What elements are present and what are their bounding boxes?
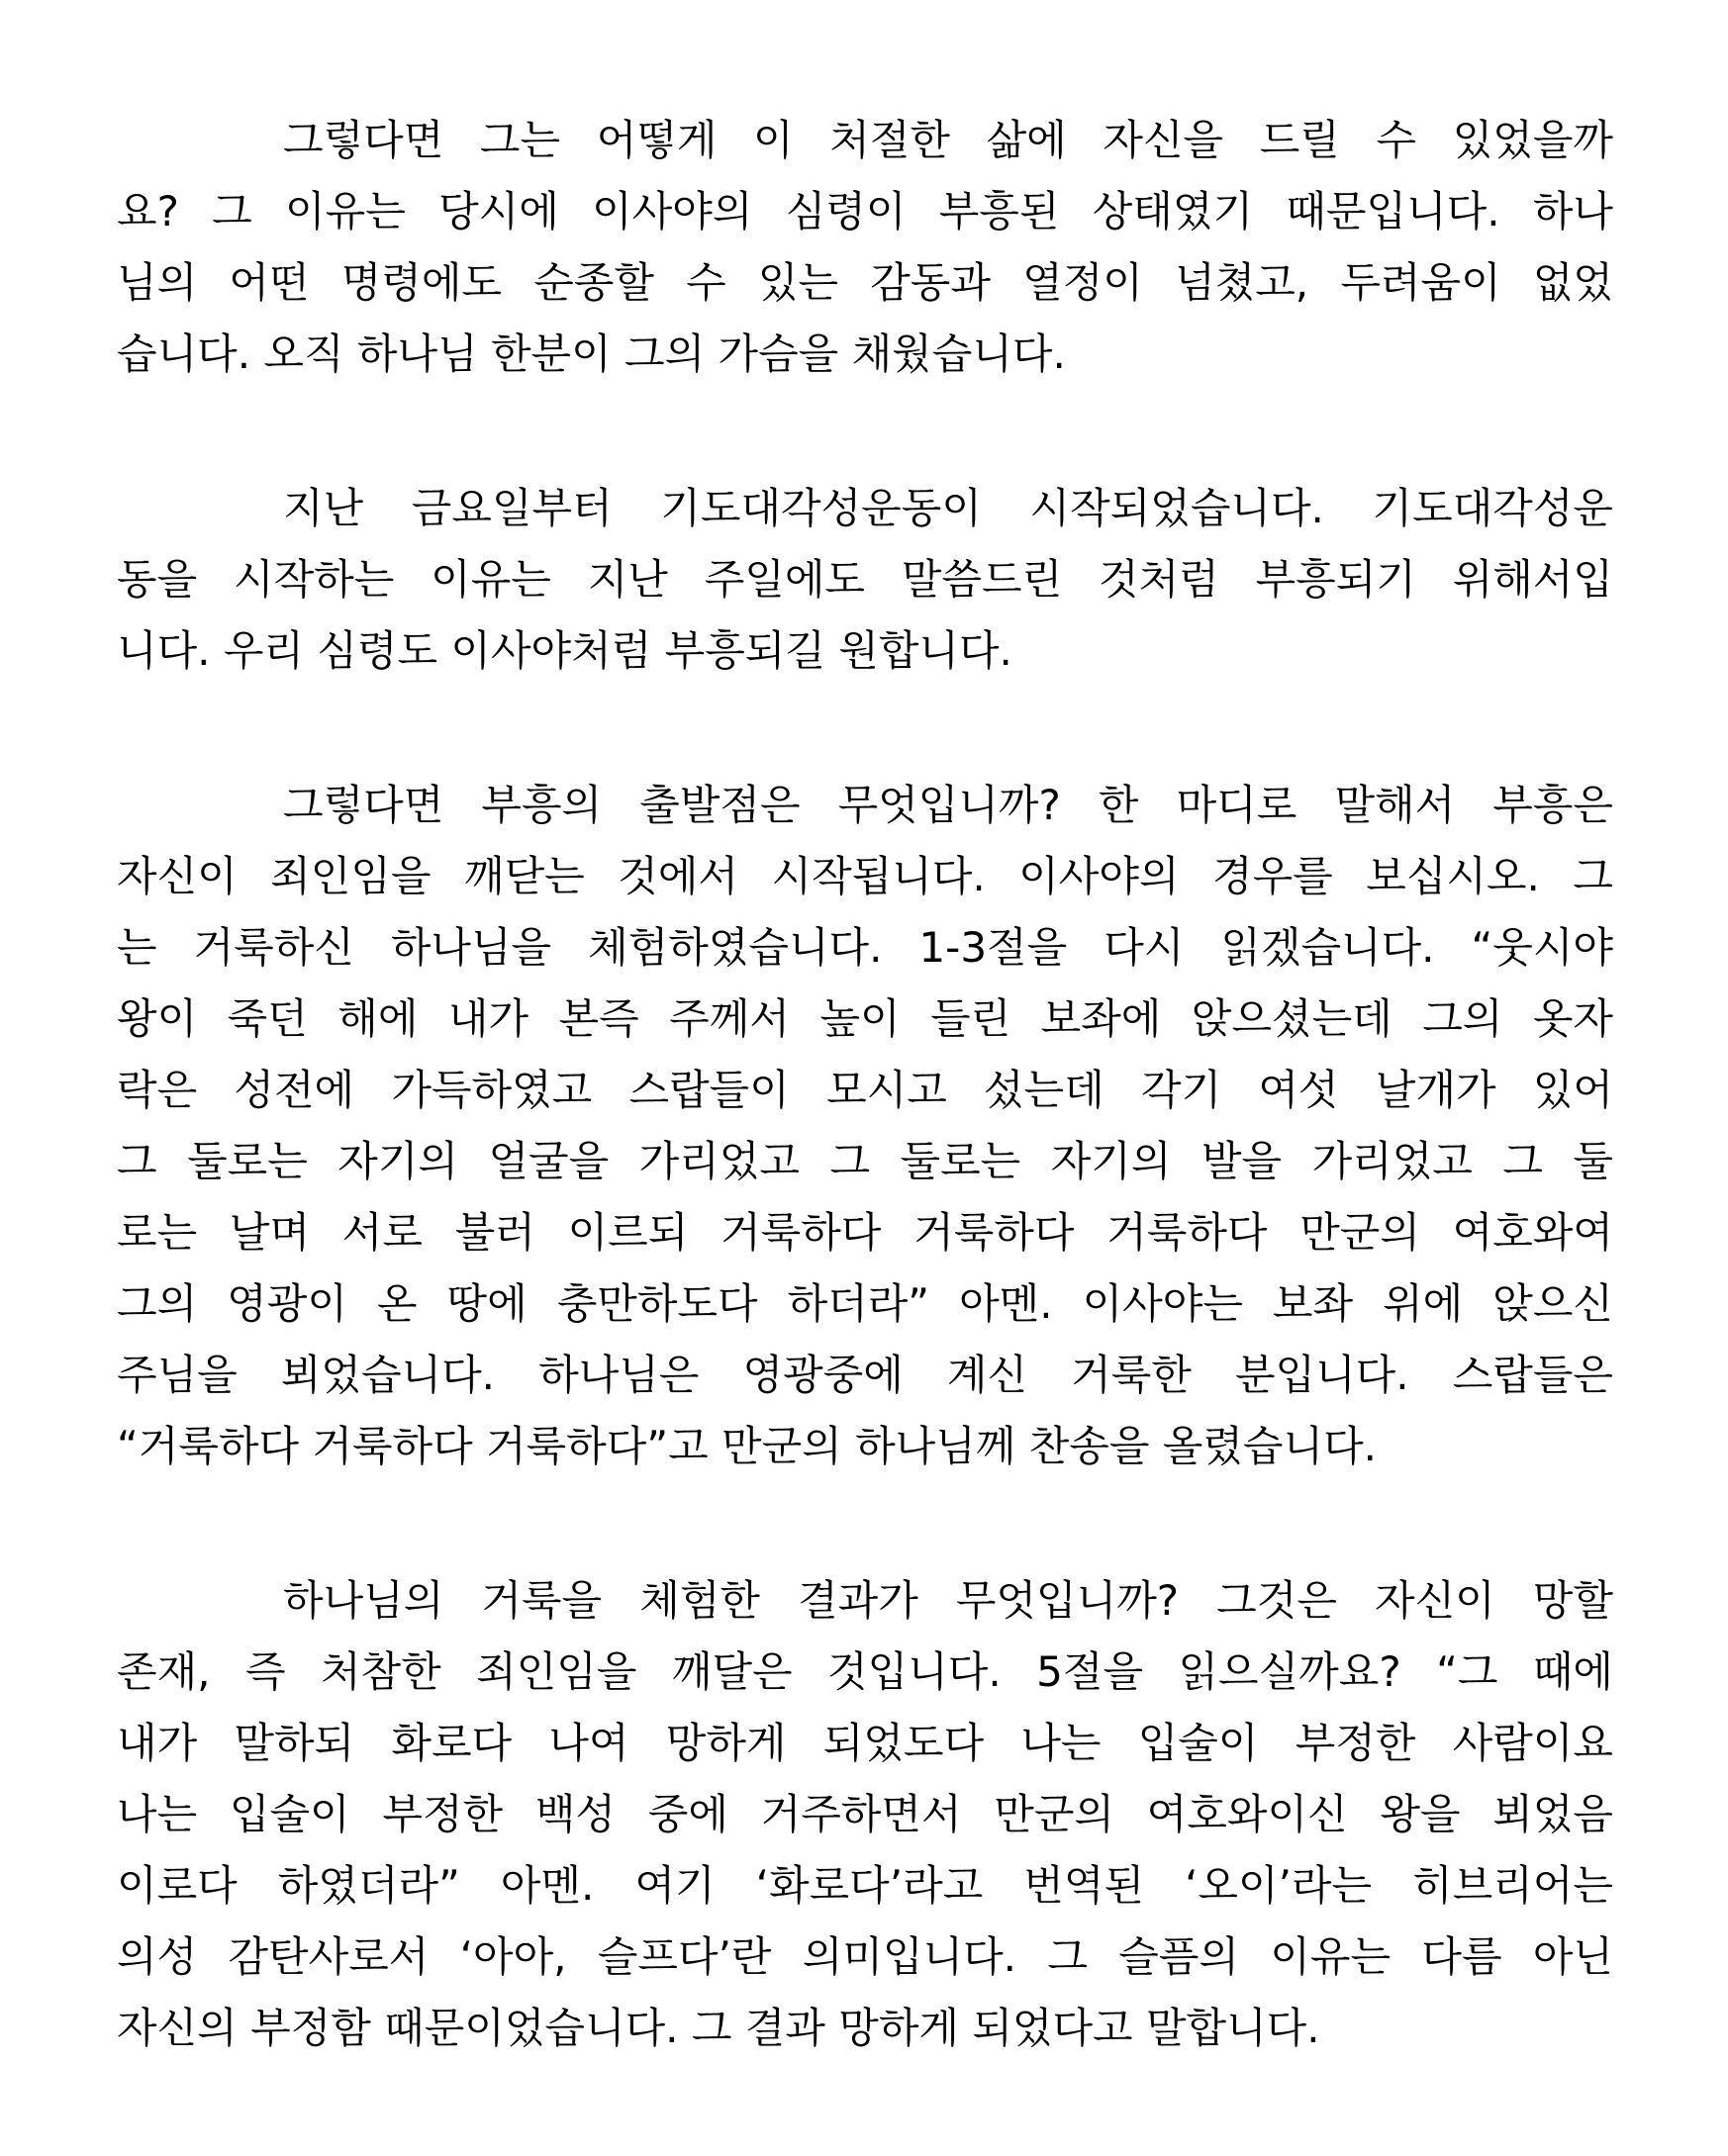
text-line: 그의 영광이 온 땅에 충만하도다 하더라” 아멘. 이사야는 보좌 위에 앉으신 (117, 1279, 1613, 1328)
text-line: 습니다. 오직 하나님 한분이 그의 가슴을 채웠습니다. (117, 329, 1066, 378)
text-line: 그렇다면 부흥의 출발점은 무엇입니까? 한 마디로 말해서 부흥은 (283, 781, 1613, 829)
text-line: “거룩하다 거룩하다 거룩하다”고 만군의 하나님께 찬송을 올렸습니다. (117, 1422, 1377, 1470)
text-line: 그 둘로는 자기의 얼굴을 가리었고 그 둘로는 자기의 발을 가리었고 그 둘 (117, 1137, 1613, 1185)
paragraph-3 (117, 770, 1613, 1482)
text-line: 하나님의 거룩을 체험한 결과가 무엇입니까? 그것은 자신이 망할 (283, 1576, 1613, 1625)
text-line: 왕이 죽던 해에 내가 본즉 주께서 높이 들린 보좌에 앉으셨는데 그의 옷자 (117, 994, 1613, 1043)
text-line: 자신이 죄인임을 깨닫는 것에서 시작됩니다. 이사야의 경우를 보십시오. 그 (117, 852, 1613, 900)
text-line: 주님을 뵈었습니다. 하나님은 영광중에 계신 거룩한 분입니다. 스랍들은 (117, 1351, 1613, 1399)
text-line: 지난 금요일부터 기도대각성운동이 시작되었습니다. 기도대각성운 (283, 484, 1613, 532)
text-line: 그렇다면 그는 어떻게 이 처절한 삶에 자신을 드릴 수 있었을까 (283, 116, 1613, 164)
text-line: 락은 성전에 가득하였고 스랍들이 모시고 섰는데 각기 여섯 날개가 있어 (117, 1066, 1613, 1114)
text-line: 내가 말하되 화로다 나여 망하게 되었도다 나는 입술이 부정한 사람이요 (117, 1719, 1613, 1767)
paragraph-4 (117, 1565, 1613, 2064)
text-line: 의성 감탄사로서 ‘아아, 슬프다’란 의미입니다. 그 슬픔의 이유는 다름 아닌 (117, 1932, 1613, 1981)
text-line: 동을 시작하는 이유는 지난 주일에도 말씀드린 것처럼 부흥되기 위해서입 (117, 555, 1613, 604)
text-line: 이로다 하였더라” 아멘. 여기 ‘화로다’라고 번역된 ‘오이’라는 히브리어는 (117, 1861, 1613, 1910)
paragraph-1 (117, 105, 1613, 390)
text-line: 로는 날며 서로 불러 이르되 거룩하다 거룩하다 거룩하다 만군의 여호와여 (117, 1208, 1613, 1257)
text-line: 나는 입술이 부정한 백성 중에 거주하면서 만군의 여호와이신 왕을 뵈었음 (117, 1790, 1613, 1838)
text-line: 자신의 부정함 때문이었습니다. 그 결과 망하게 되었다고 말합니다. (117, 2004, 1320, 2052)
text-line: 니다. 우리 심령도 이사야처럼 부흥되길 원합니다. (117, 626, 1012, 675)
text-line: 님의 어떤 명령에도 순종할 수 있는 감동과 열정이 넘쳤고, 두려움이 없었 (117, 258, 1613, 307)
text-line: 는 거룩하신 하나님을 체험하였습니다. 1-3절을 다시 읽겠습니다. “웃시야 (117, 923, 1613, 972)
text-line: 존재, 즉 처참한 죄인임을 깨달은 것입니다. 5절을 읽으실까요? “그 때에 (117, 1647, 1613, 1696)
text-line: 요? 그 이유는 당시에 이사야의 심령이 부흥된 상태였기 때문입니다. 하나 (117, 187, 1613, 235)
paragraph-2 (117, 473, 1613, 687)
